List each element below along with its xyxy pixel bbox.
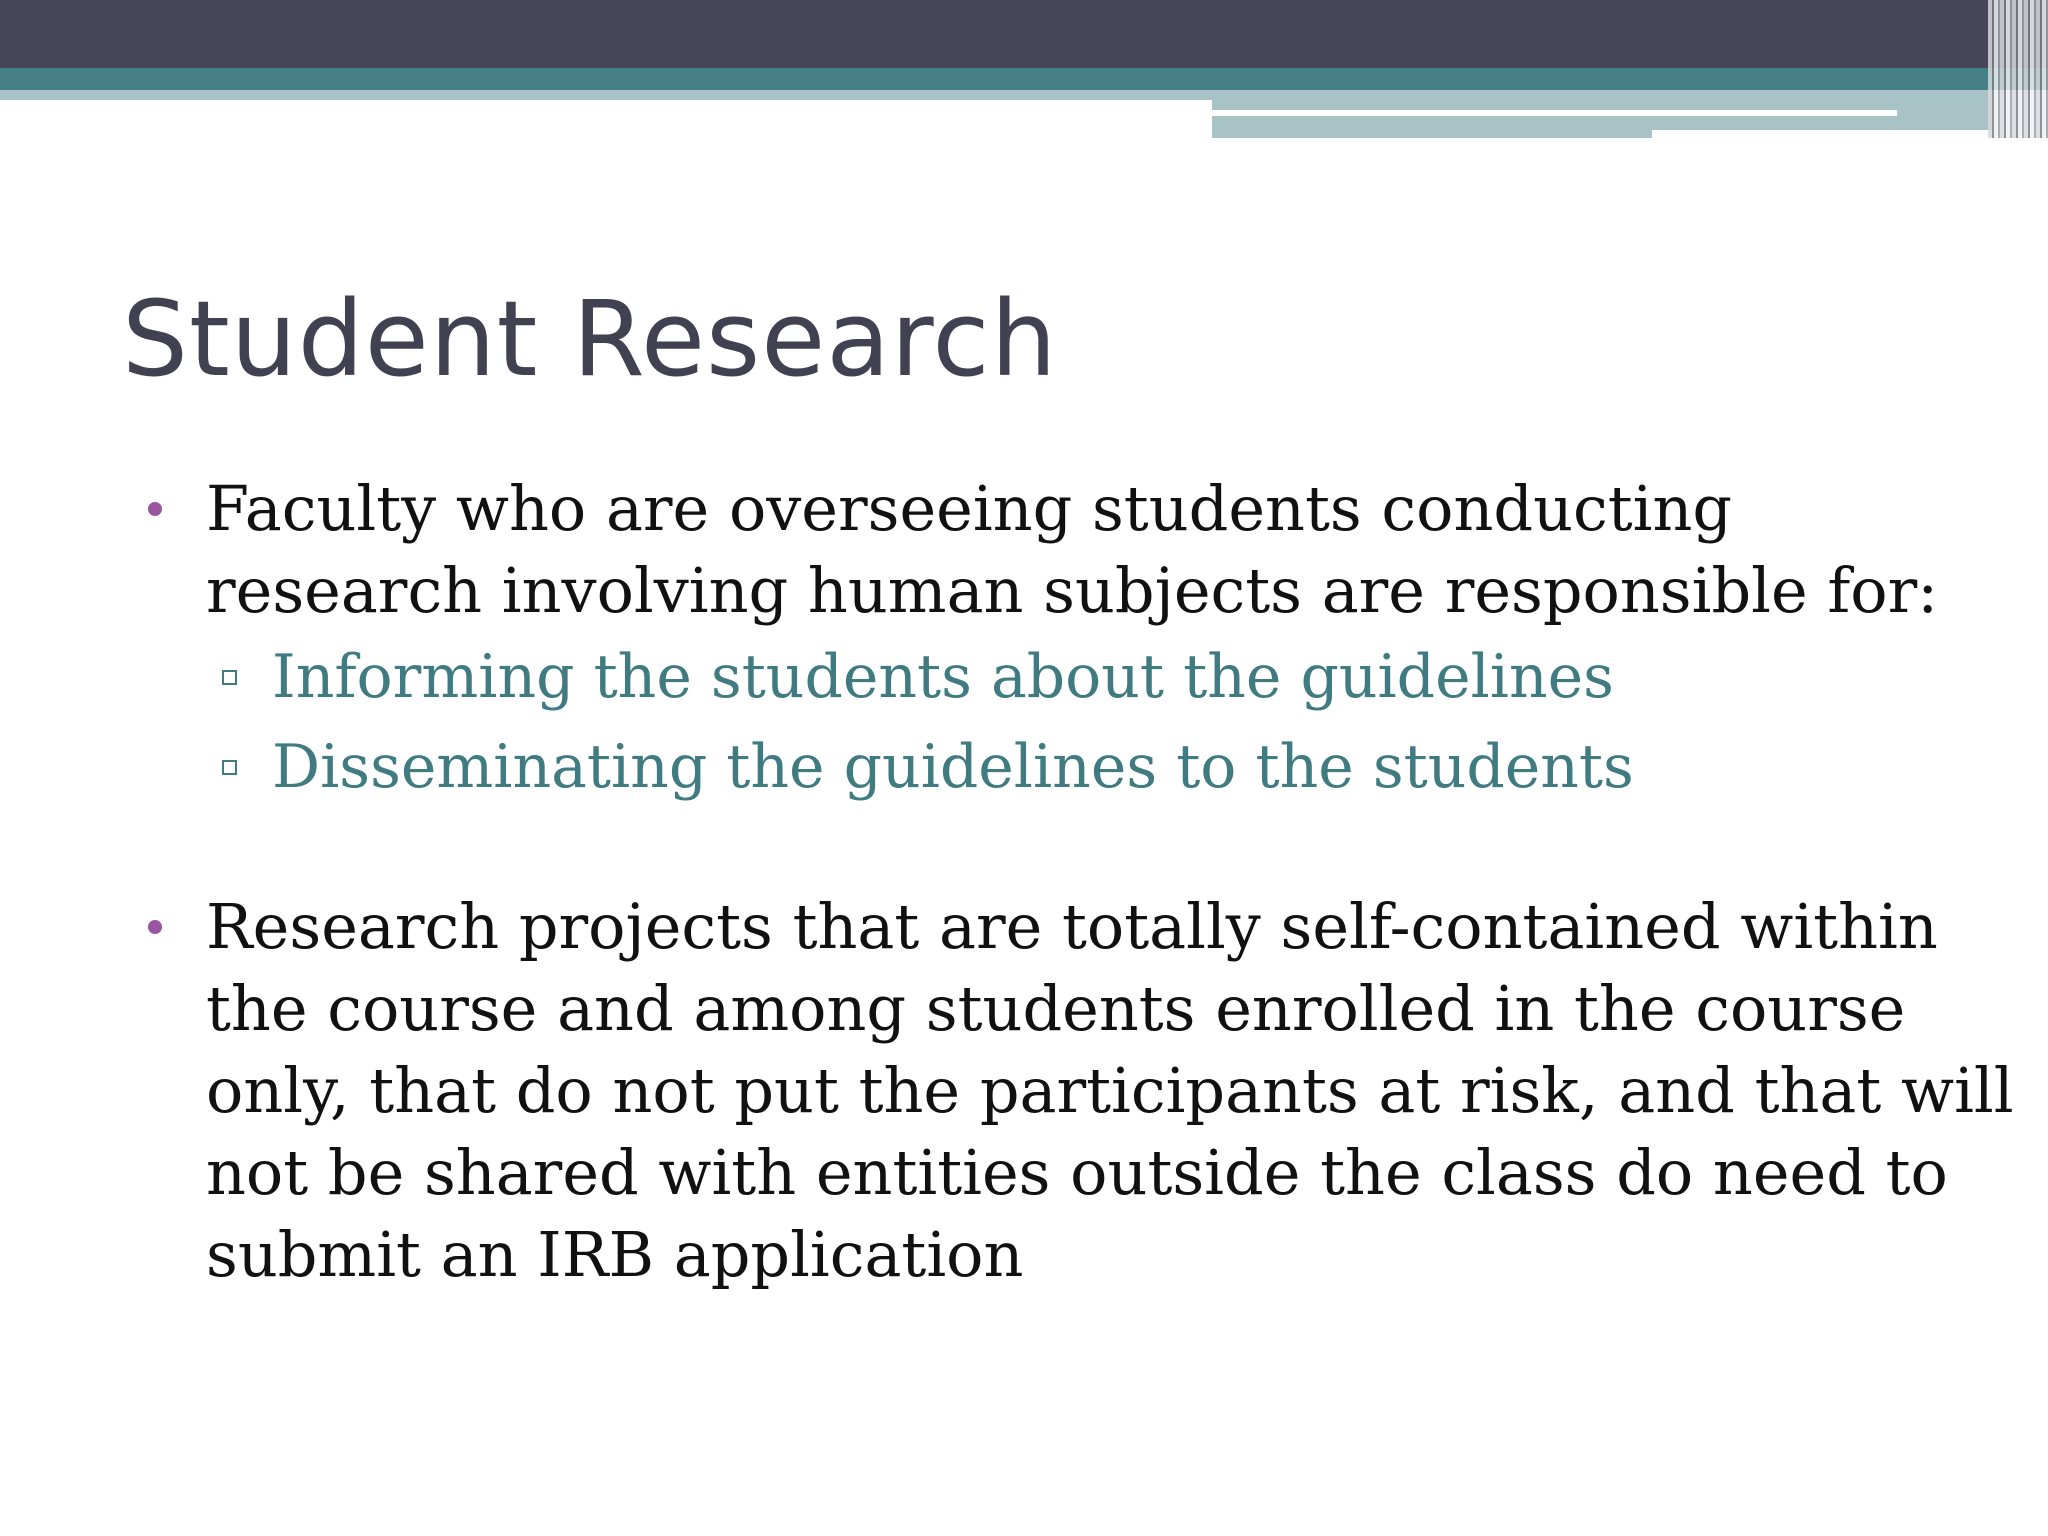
header-teal-bar xyxy=(0,68,2048,90)
bullet-text: Research projects that are totally self-contained within the course and among students enrolled in the course only, that do not put the participants at risk, and that will not be shared with entities outside the class do need to submit an IRB application xyxy=(206,890,2014,1291)
header-right-underline xyxy=(1652,130,1992,138)
header-light-strip xyxy=(0,90,1212,100)
header-dark-bar xyxy=(0,0,2048,68)
header-vertical-stripes xyxy=(1988,0,2048,138)
sub-bullet-item xyxy=(140,722,2020,812)
slide-title: Student Research xyxy=(122,278,1058,400)
sub-bullet-text: Disseminating the guidelines to the students xyxy=(272,732,1634,802)
spacer xyxy=(140,812,2020,886)
square-bullet-icon xyxy=(222,670,237,685)
bullet-text: Faculty who are overseeing students conducting research involving human subjects are responsible for: xyxy=(206,472,1939,627)
header-right-line xyxy=(1212,110,1897,116)
bullet-dot-icon xyxy=(148,502,162,516)
slide-body xyxy=(140,468,2020,1296)
sub-bullet-item xyxy=(140,632,2020,722)
square-bullet-icon xyxy=(222,760,237,775)
bullet-dot-icon xyxy=(148,920,162,934)
sub-bullet-text: Informing the students about the guidelines xyxy=(272,642,1614,712)
bullet-item xyxy=(140,468,2020,632)
bullet-item xyxy=(140,886,2020,1296)
